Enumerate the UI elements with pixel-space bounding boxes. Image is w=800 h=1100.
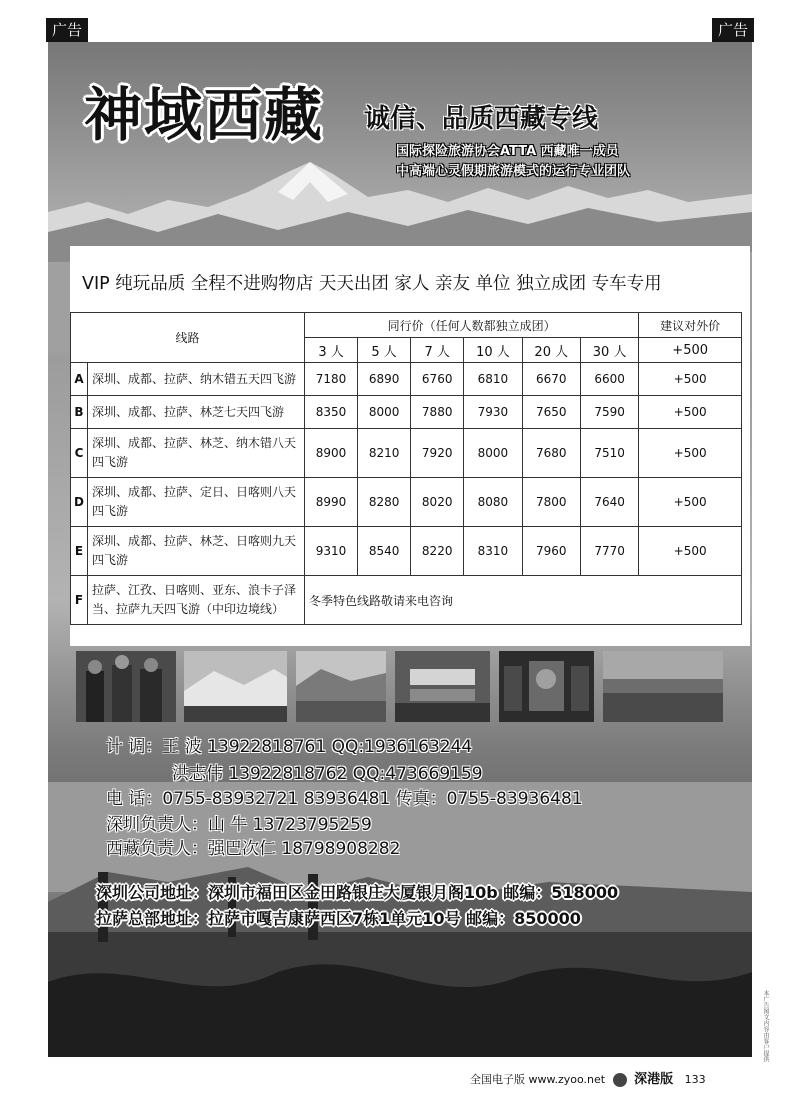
route-code: F [71, 576, 88, 625]
winter-note: 冬季特色线路敬请来电咨询 [305, 576, 742, 625]
page-number: 133 [684, 1073, 706, 1086]
size-header: 7 人 [411, 338, 464, 363]
price-cell: 8990 [305, 478, 358, 527]
poster-title: 神域西藏 [84, 81, 325, 149]
tibet-manager-line: 西藏负责人：强巴次仁 18798908282 [106, 839, 401, 859]
price-cell: 7800 [522, 478, 580, 527]
route-header: 线路 [71, 313, 305, 363]
price-cell: 8210 [358, 429, 411, 478]
price-cell: 8350 [305, 396, 358, 429]
planner-line-1: 计 调：王 波 13922818761 QQ:1936163244 [106, 737, 473, 757]
price-cell: 7930 [464, 396, 522, 429]
footer-site: 全国电子版 www.zyoo.net [470, 1073, 606, 1086]
suggest-cell: +500 [639, 363, 742, 396]
planner-line-2: 洪志伟 13922818762 QQ:473669159 [172, 764, 483, 784]
route-code: D [71, 478, 88, 527]
size-header: 3 人 [305, 338, 358, 363]
advertisement-poster [48, 42, 752, 1057]
shenzhen-address: 深圳公司地址：深圳市福田区金田路银庄大厦银月阁10b 邮编：518000 [96, 883, 619, 902]
price-cell: 7650 [522, 396, 580, 429]
price-cell: 8540 [358, 527, 411, 576]
intro-line-2: 中高端心灵假期旅游模式的运行专业团队 [396, 164, 631, 179]
route-code: C [71, 429, 88, 478]
price-cell: 8000 [358, 396, 411, 429]
price-cell: 6670 [522, 363, 580, 396]
price-cell: 8020 [411, 478, 464, 527]
table-row [71, 363, 742, 396]
price-cell: 7960 [522, 527, 580, 576]
route-name: 深圳、成都、拉萨、定日、日喀则八天四飞游 [88, 478, 305, 527]
price-cell: 7880 [411, 396, 464, 429]
photo-mountain-valley [296, 651, 386, 722]
table-row [71, 576, 742, 625]
size-header: 30 人 [580, 338, 638, 363]
intro-line-1: 国际探险旅游协会ATTA 西藏唯一成员 [396, 144, 619, 159]
route-name: 深圳、成都、拉萨、林芝七天四飞游 [88, 396, 305, 429]
route-name: 拉萨、江孜、日喀则、亚东、浪卡子泽当、拉萨九天四飞游（中印边境线） [88, 576, 305, 625]
photo-snow-plateau [184, 651, 287, 722]
table-row [71, 527, 742, 576]
footer-edition: 深港版 [634, 1072, 674, 1087]
table-row [71, 429, 742, 478]
price-cell: 7680 [522, 429, 580, 478]
route-code: A [71, 363, 88, 396]
price-cell: 6600 [580, 363, 638, 396]
price-cell: 9310 [305, 527, 358, 576]
price-cell: 7920 [411, 429, 464, 478]
price-cell: 8220 [411, 527, 464, 576]
suggest-cell: +500 [639, 396, 742, 429]
route-name: 深圳、成都、拉萨、纳木错五天四飞游 [88, 363, 305, 396]
photo-temple-interior [499, 651, 594, 722]
feature-line: VIP 纯玩品质 全程不进购物店 天天出团 家人 亲友 单位 独立成团 专车专用 [82, 274, 662, 294]
price-table [70, 312, 742, 625]
publication-logo-icon [613, 1073, 627, 1087]
photo-lake-landscape [603, 651, 723, 722]
photo-tibetan-people [76, 651, 176, 722]
size-header: 5 人 [358, 338, 411, 363]
side-disclaimer: 本广告图文内容由客户提供 [762, 990, 769, 1062]
suggest-cell: +500 [639, 527, 742, 576]
size-header: 20 人 [522, 338, 580, 363]
price-cell: 7590 [580, 396, 638, 429]
suggest-price-header: 建议对外价 [639, 313, 742, 338]
phone-fax-line: 电 话：0755-83932721 83936481 传真：0755-83936481 [106, 789, 583, 809]
ad-label-left: 广告 [46, 18, 88, 42]
price-cell: 8280 [358, 478, 411, 527]
suggest-header-value: +500 [639, 338, 742, 363]
price-cell: 7770 [580, 527, 638, 576]
route-code: B [71, 396, 88, 429]
photo-potala-reflection [395, 651, 490, 722]
lhasa-address: 拉萨总部地址：拉萨市嘎吉康萨西区7栋1单元10号 邮编：850000 [96, 909, 581, 928]
price-cell: 7510 [580, 429, 638, 478]
price-cell: 6760 [411, 363, 464, 396]
price-cell: 8000 [464, 429, 522, 478]
route-name: 深圳、成都、拉萨、林芝、日喀则九天四飞游 [88, 527, 305, 576]
ad-label-right: 广告 [712, 18, 754, 42]
size-header: 10 人 [464, 338, 522, 363]
page-footer [470, 1068, 706, 1087]
price-cell: 7180 [305, 363, 358, 396]
poster-subtitle: 诚信、品质西藏专线 [364, 104, 599, 134]
price-panel [70, 246, 750, 646]
table-row [71, 396, 742, 429]
group-price-header: 同行价（任何人数都独立成团） [305, 313, 639, 338]
suggest-cell: +500 [639, 429, 742, 478]
table-row [71, 478, 742, 527]
price-cell: 6810 [464, 363, 522, 396]
table-header-row [71, 313, 742, 338]
price-cell: 7640 [580, 478, 638, 527]
price-cell: 8080 [464, 478, 522, 527]
route-code: E [71, 527, 88, 576]
suggest-cell: +500 [639, 478, 742, 527]
route-name: 深圳、成都、拉萨、林芝、纳木错八天四飞游 [88, 429, 305, 478]
shenzhen-manager-line: 深圳负责人：山 牛 13723795259 [106, 815, 372, 835]
price-cell: 8900 [305, 429, 358, 478]
price-cell: 6890 [358, 363, 411, 396]
price-cell: 8310 [464, 527, 522, 576]
